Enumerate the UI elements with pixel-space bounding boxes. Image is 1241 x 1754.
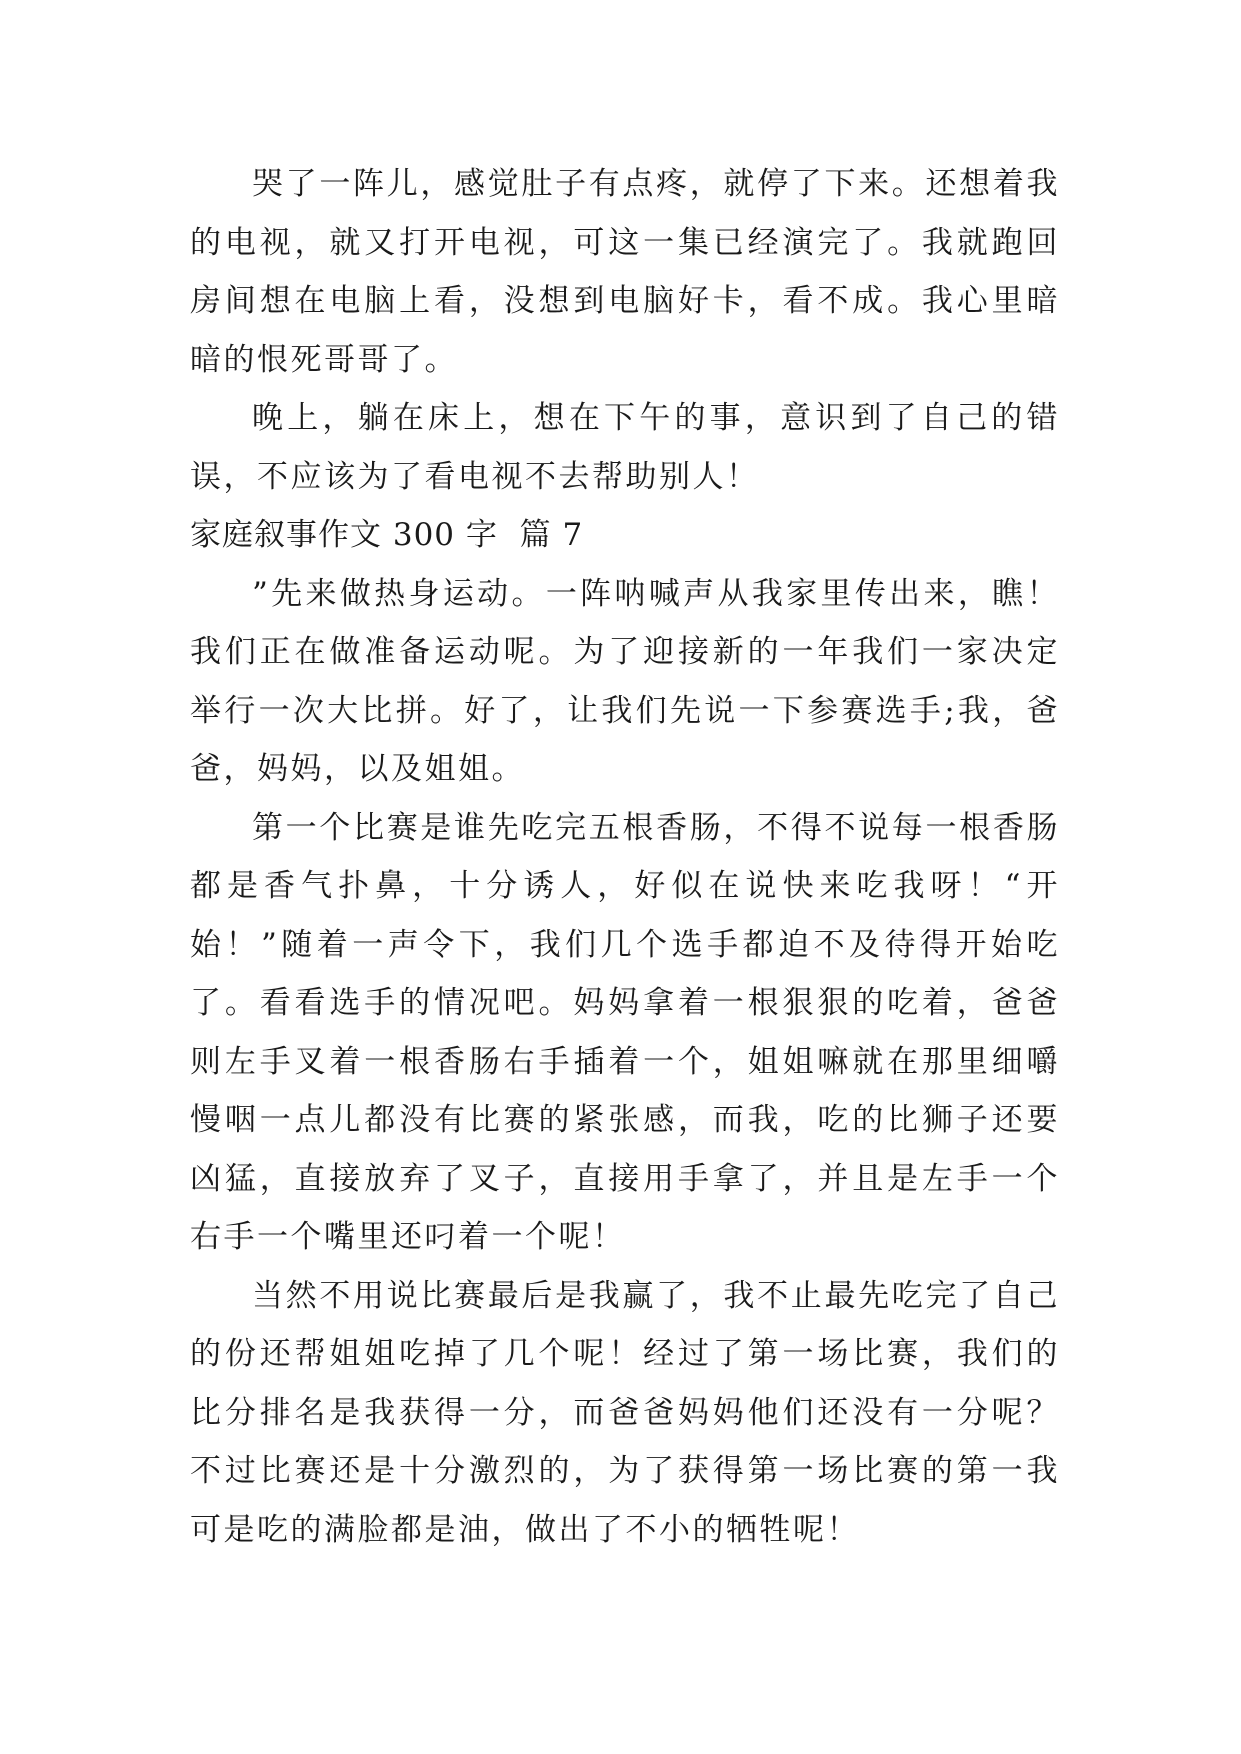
paragraph-2: 晚上，躺在床上，想在下午的事，意识到了自己的错误，不应该为了看电视不去帮助别人！ — [190, 400, 1060, 495]
paragraph-4: 第一个比赛是谁先吃完五根香肠，不得不说每一根香肠都是香气扑鼻，十分诱人，好似在说快来吃我呀！“开始！”随着一声令下，我们几个选手都迫不及待得开始吃了。看看选手的情况吧。妈妈拿着一根狠狠的吃着，爸爸则左手叉着一根香肠右手插着一个，姐姐嘛就在那里细嚼慢咽一点儿都没有比赛的紧张感，而我，吃的比狮子还要凶猛，直接放弃了叉子，直接用手拿了，并且是左手一个右手一个嘴里还叼着一个呢！ — [190, 809, 1060, 1255]
paragraph-5: 当然不用说比赛最后是我赢了，我不止最先吃完了自己的份还帮姐姐吃掉了几个呢！经过了第一场比赛，我们的比分排名是我获得一分，而爸爸妈妈他们还没有一分呢？不过比赛还是十分激烈的，为了获得第一场比赛的第一我可是吃的满脸都是油，做出了不小的牺牲呢！ — [190, 1277, 1060, 1548]
section-heading: 家庭叙事作文 300 字 篇 7 — [190, 517, 584, 553]
document-page — [190, 155, 1060, 1559]
paragraph-1: 哭了一阵儿，感觉肚子有点疼，就停了下来。还想着我的电视，就又打开电视，可这一集已经演完了。我就跑回房间想在电脑上看，没想到电脑好卡，看不成。我心里暗暗的恨死哥哥了。 — [190, 166, 1060, 378]
paragraph-3: ”先来做热身运动。一阵呐喊声从我家里传出来，瞧！我们正在做准备运动呢。为了迎接新的一年我们一家决定举行一次大比拼。好了，让我们先说一下参赛选手;我，爸爸，妈妈，以及姐姐。 — [190, 575, 1060, 787]
